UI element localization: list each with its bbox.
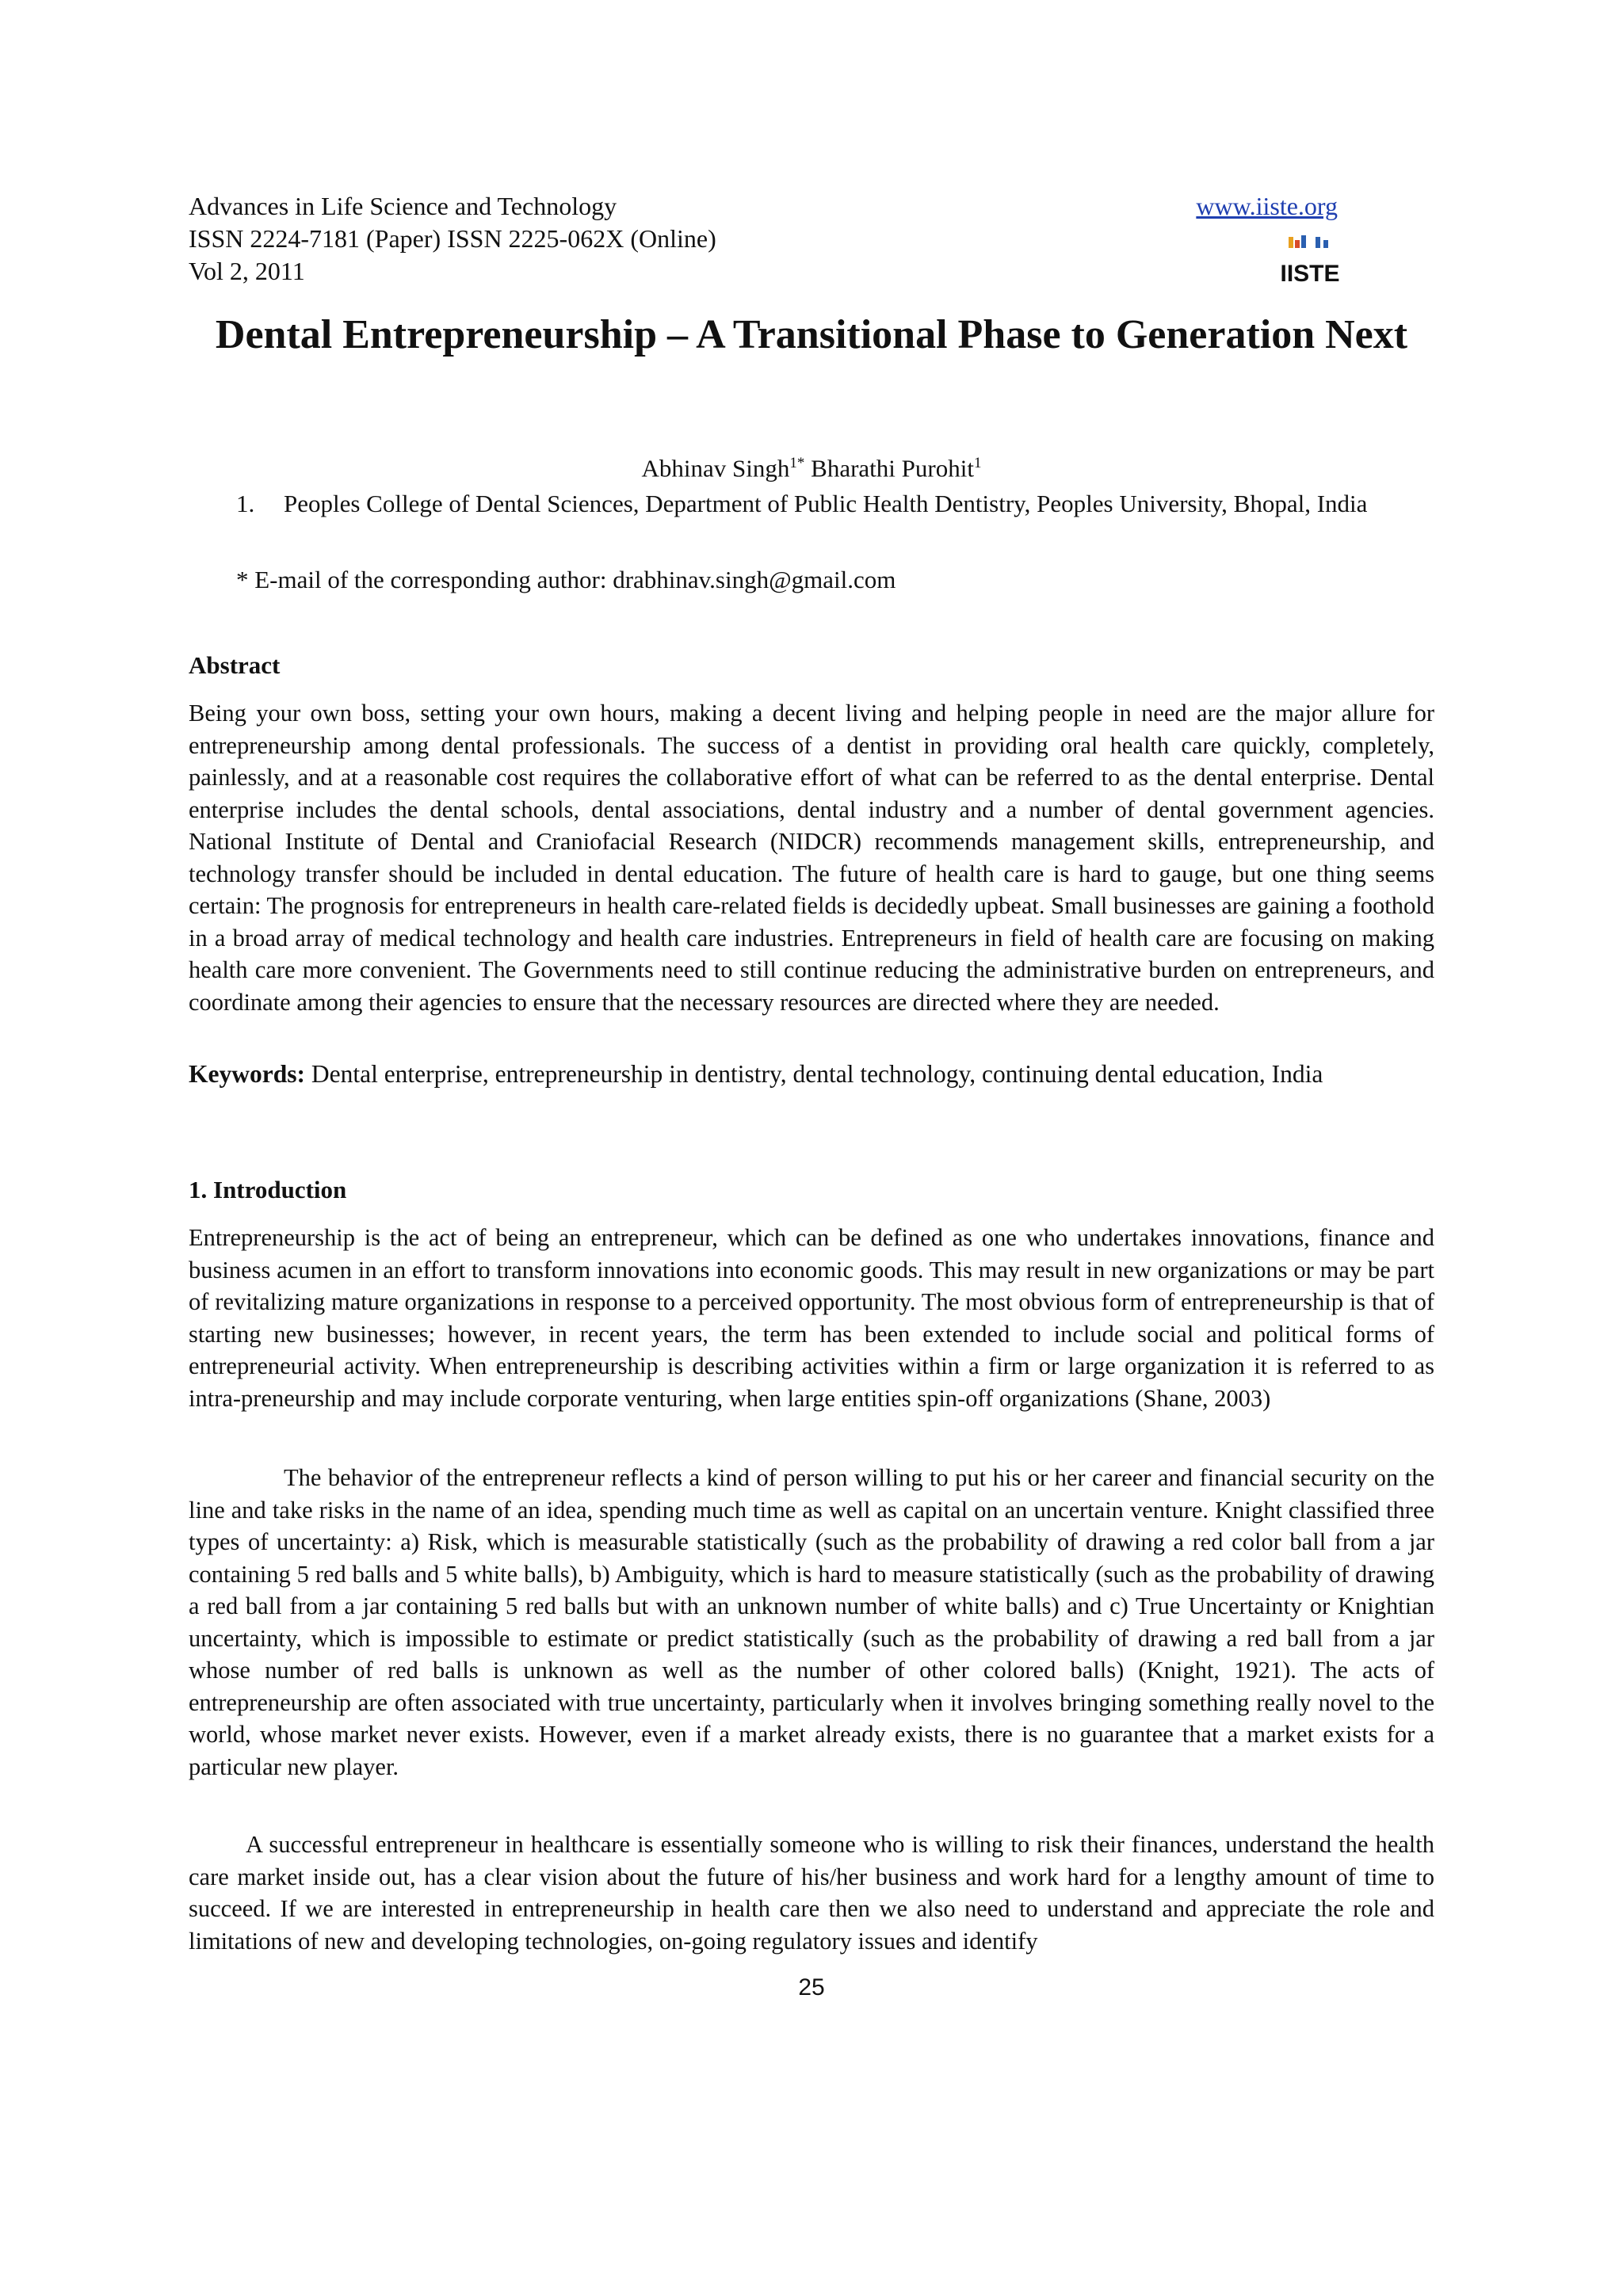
logo-text: IISTE: [1280, 261, 1340, 287]
affiliation: [236, 488, 1434, 520]
journal-volume: Vol 2, 2011: [189, 257, 305, 285]
keywords-text: Dental enterprise, entrepreneurship in dentistry, dental technology, continuing dental education, India: [311, 1060, 1323, 1088]
intro-paragraph: A successful entrepreneur in healthcare is essentially someone who is willing to risk their finances, understand the health care market inside out, has a clear vision about the future of his/her business and work hard for a lengthy amount of time to succeed. If we are interested in entrepreneurship in health care then we also need to understand and appreciate the role and limitations of new and developing technologies, on-going regulatory issues and identify: [189, 1831, 1434, 1955]
page-number: 25: [798, 1974, 825, 2000]
keywords: [189, 1058, 1434, 1091]
abstract-text: Being your own boss, setting your own hours, making a decent living and helping people in need are the major allure for entrepreneurship among dental professionals. The success of a dentist in providing oral health care quickly, completely, painlessly, and at a reasonable cost requires the collaborative effort of what can be referred to as the dental enterprise. Dental enterprise includes the dental schools, dental associations, dental industry and a number of dental government agencies. National Institute of Dental and Craniofacial Research (NIDCR) recommends management skills, entrepreneurship, and technology transfer should be included in dental education. The future of health care is hard to gauge, but one thing seems certain: The prognosis for entrepreneurs in health care-related fields is decidedly upbeat. Small businesses are gaining a foothold in a broad array of medical technology and health care industries. Entrepreneurs in field of health care are focusing on making health care more convenient. The Governments need to still continue reducing the administrative burden on entrepreneurs, and coordinate among their agencies to ensure that the necessary resources are directed where they are needed.: [189, 700, 1434, 1016]
author-name: Abhinav Singh: [641, 454, 790, 482]
paper-title: Dental Entrepreneurship – A Transitional Phase to Generation Next: [215, 312, 1408, 357]
affiliation-number: 1.: [236, 490, 255, 517]
author-name: Bharathi Purohit: [811, 454, 974, 482]
author-list: [189, 446, 1434, 486]
corresponding-email: * E-mail of the corresponding author: drabhinav.singh@gmail.com: [236, 566, 896, 593]
affiliation-text: Peoples College of Dental Sciences, Department of Public Health Dentistry, Peoples University, Bhopal, India: [284, 490, 1368, 517]
intro-paragraph: Entrepreneurship is the act of being an entrepreneur, which can be defined as one who undertakes innovations, finance and business acumen in an effort to transform innovations into economic goods. This may result in new organizations or may be part of revitalizing mature organizations in response to a perceived opportunity. The most obvious form of entrepreneurship is that of starting new businesses; however, in recent years, the term has been extended to include social and political forms of entrepreneurial activity. When entrepreneurship is describing activities within a firm or large organization it is referred to as intra-preneurship and may include corporate venturing, when large entities spin-off organizations (Shane, 2003): [189, 1224, 1434, 1412]
journal-header: [189, 190, 1338, 288]
journal-issn: ISSN 2224-7181 (Paper) ISSN 2225-062X (Online): [189, 224, 716, 253]
author-superscript: 1: [973, 455, 982, 471]
introduction-heading: 1. Introduction: [189, 1176, 347, 1203]
journal-name: Advances in Life Science and Technology: [189, 192, 617, 220]
author-superscript: 1*: [789, 455, 805, 471]
keywords-label: Keywords:: [189, 1060, 305, 1088]
iiste-logo-icon: [1280, 234, 1340, 287]
abstract-heading: Abstract: [189, 651, 281, 679]
journal-url-link[interactable]: www.iiste.org: [1196, 192, 1338, 220]
intro-paragraph: The behavior of the entrepreneur reflects a kind of person willing to put his or her career and financial security on the line and take risks in the name of an idea, spending much time as well as capital on an uncertain venture. Knight classified three types of uncertainty: a) Risk, which is measurable statistically (such as the probability of drawing a red color ball from a jar containing 5 red balls and 5 white balls), b) Ambiguity, which is hard to measure statistically (such as the probability of drawing a red ball from a jar containing 5 red balls but with an unknown number of white balls) and c) True Uncertainty or Knightian uncertainty, which is impossible to estimate or predict statistically (such as the probability of drawing a red ball from a jar whose number of red balls is unknown as well as the number of other colored balls) (Knight, 1921). The acts of entrepreneurship are often associated with true uncertainty, particularly when it involves bringing something really novel to the world, whose market never exists. However, even if a market already exists, there is no guarantee that a market exists for a particular new player.: [189, 1464, 1434, 1780]
